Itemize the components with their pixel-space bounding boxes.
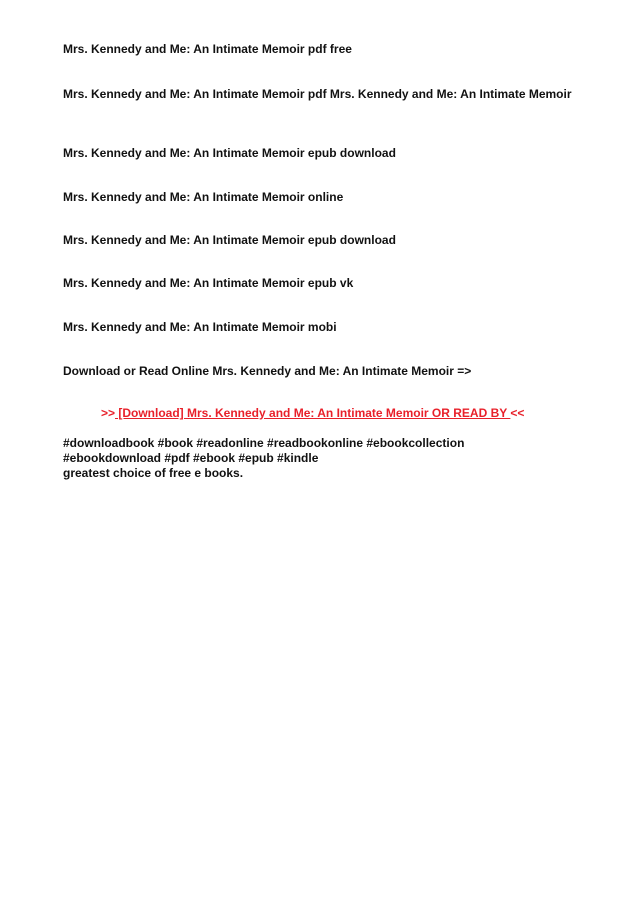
text-line-online: Mrs. Kennedy and Me: An Intimate Memoir online [63, 190, 344, 204]
cta-prefix: >> [101, 406, 116, 420]
text-line-pdf: Mrs. Kennedy and Me: An Intimate Memoir pdf Mrs. Kennedy and Me: An Intimate Memoir [63, 87, 572, 101]
text-line-epub-vk: Mrs. Kennedy and Me: An Intimate Memoir epub vk [63, 276, 354, 290]
download-call-to-action [101, 406, 524, 421]
cta-suffix: << [510, 406, 525, 420]
text-line-pdf-free: Mrs. Kennedy and Me: An Intimate Memoir pdf free [63, 42, 352, 56]
text-line-download-read-online: Download or Read Online Mrs. Kennedy and Me: An Intimate Memoir => [63, 364, 472, 378]
hashtags-line-1: #downloadbook #book #readonline #readbookonline #ebookcollection [63, 436, 465, 450]
hashtags-line-2: #ebookdownload #pdf #ebook #epub #kindle [63, 451, 319, 465]
text-line-epub-download-2: Mrs. Kennedy and Me: An Intimate Memoir epub download [63, 233, 396, 247]
download-link[interactable]: [Download] Mrs. Kennedy and Me: An Intimate Memoir OR READ BY [115, 406, 511, 420]
tagline: greatest choice of free e books. [63, 466, 244, 480]
text-line-mobi: Mrs. Kennedy and Me: An Intimate Memoir mobi [63, 320, 337, 334]
text-line-epub-download: Mrs. Kennedy and Me: An Intimate Memoir epub download [63, 146, 396, 160]
hashtags-block [63, 436, 583, 481]
